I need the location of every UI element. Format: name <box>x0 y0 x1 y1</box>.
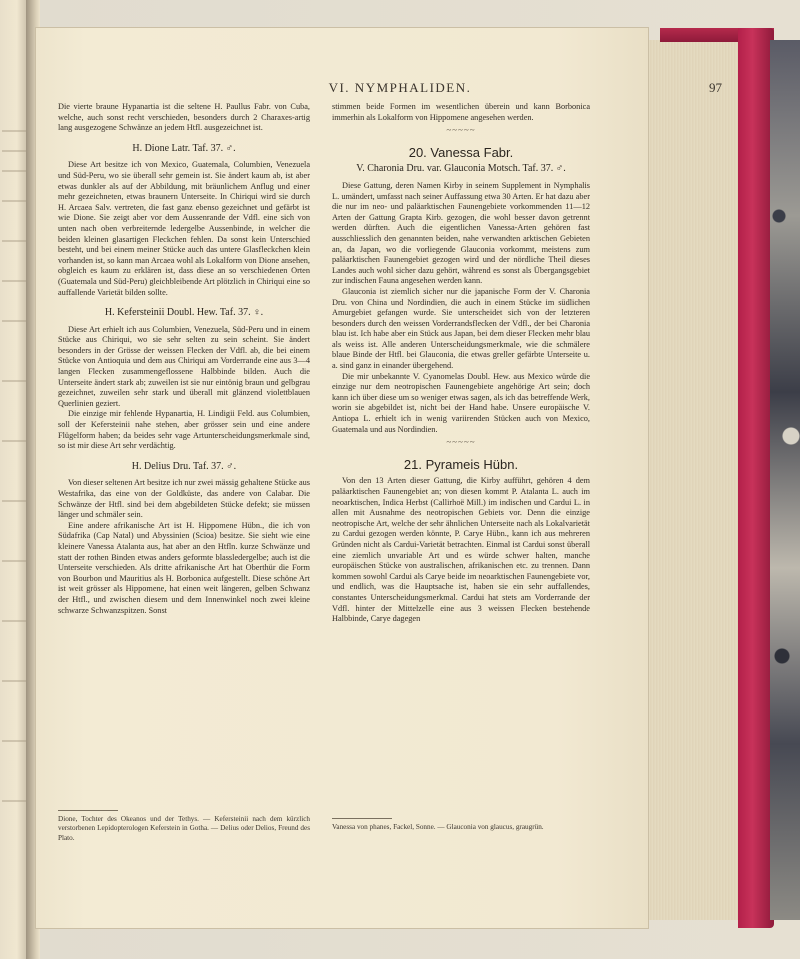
page-fore-edge <box>646 40 745 920</box>
section-21-title: 21. Pyrameis Hübn. <box>403 456 519 472</box>
intro-paragraph: Die vierte braune Hypanartia ist die seltene H. Paullus Fabr. von Cuba, welche, auch sonst recht verschieden, besonders durch 2 Charaxes-artig lang ausgezogene Schwänze an jedem Htfl. ausgezeichnet ist. <box>58 102 310 133</box>
page-number: 97 <box>709 80 722 95</box>
pyrameis-paragraph: Von den 13 Arten dieser Gattung, die Kirby aufführt, gehören 4 dem paläarktischen Faunengebiet an; von diesen kommt P. Atalanta L. auch im neoarktischen, Indica Herbst (Callirhoë Mill.) im indischen und Cardui L. in allen mit Ausnahme des neotropischen Gebiets vor. Denn die einzige neotropische Art, welche der sehr ähnlichen Unterseite nach als Lokalvarietät zu Cardui gezogen werden könnte, P. Carye Hübn., kann ich aus mehreren Gründen nicht als Cardui-Varietät betrachten. Einmal ist Cardui sonst überall eine ziemlich unvariable Art und es würde schwer halten, manche europäischen Stücke von australischen, afrikanischen etc. zu trennen. Dann kommen sowohl Cardui als Carye beide im neoarktischen Faunengebiete vor, und endlich, was die Hauptsache ist, haben sie ein sehr auffallendes, constantes Unterscheidungsmerkmal. Cardui hat stets am Vorderrande der Vdfl. hinter der Mittelzelle eine aus 3 weissen Flecken bestehende Halbbinde, Carye dagegen <box>332 476 590 624</box>
footnote-rule-right <box>332 818 392 819</box>
footnote-right: Vanessa von phanes, Fackel, Sonne. — Glauconia von glaucus, graugrün. <box>332 823 544 831</box>
kefersteinii-heading: H. Kefersteinii Doubl. Hew. Taf. 37. ♀. <box>104 307 264 319</box>
footnote-left: Dione, Tochter des Okeanos und der Tethys. — Kefersteinii nach dem kürzlich verstorbenen Lepidopterologen Keferstein in Gotha. — Delius oder Delios, Freund des Plato. <box>58 815 310 842</box>
ornament-divider-2: ~~~~~ <box>446 437 476 448</box>
lindigii-paragraph: Die einzige mir fehlende Hypanartia, H. Lindigii Feld. aus Columbien, soll der Kefersteinii nahe stehen, aber grösser sein und eine andere Flügelform haben; da beides sehr vage Artunterscheidungsmerkmale sind, so ist mir diese Art sehr verdächtig. <box>58 409 310 451</box>
delius-heading: H. Delius Dru. Taf. 37. ♂. <box>131 460 237 472</box>
hippomene-paragraph: Eine andere afrikanische Art ist H. Hippomene Hübn., die ich von Südafrika (Cap Natal) und Abyssinien (Scioa) besitze. Sie sieht wie eine kleinere Vanessa Atalanta aus, hat aber an den Htfln. kurze Schwänze und statt der rothen Binden etwas anders geformte blassledergelbe; auch ist die Unterseite verschieden. Als dritte afrikanische Art hat Oberthür die Form von Bourbon und Mauritius als H. Borbonica aufgestellt. Diese schöne Art ist weit grösser als Hippomene, hat einen weit längeren, gelben Schwanz der Htfl., und zwischen diesem und dem Innenwinkel noch zwei kleine schwarze Schwanzspitzen. Sonst <box>58 520 310 615</box>
continuation-paragraph: stimmen beide Formen im wesentlichen überein und kann Borbonica immerhin als Lokalform von Hippomene angesehen werden. <box>332 102 590 122</box>
kefersteinii-paragraph: Diese Art erhielt ich aus Columbien, Venezuela, Süd-Peru und in einem Stücke aus Chiriqui, wo sie sehr selten zu sein scheint. Sie ändert besonders in der Grösse der weissen Flecken der Vdfl. ab, die bei einem Stücke von Antioquia und dem aus Chiriqui am Vorderrande eine aus 3—4 langen Flecken zusammengeflossene Halbbinde bilden. Auch die Unterseite ändert stark ab; zuweilen ist sie nur eintönig braun und gelbgrau gezeichnet, zuweilen sehr stark und überall mit glänzend violettblauen Querlinien geziert. <box>58 324 310 408</box>
section-20-title: 20. Vanessa Fabr. <box>408 144 514 160</box>
facing-page-edge <box>0 0 28 959</box>
right-column <box>332 102 590 625</box>
dione-heading: H. Dione Latr. Taf. 37. ♂. <box>132 142 236 154</box>
marbled-endpaper <box>770 40 800 920</box>
ornament-divider: ~~~~~ <box>446 125 476 136</box>
footnote-rule-left <box>58 810 118 811</box>
delius-paragraph: Von dieser seltenen Art besitze ich nur zwei mässig gehaltene Stücke aus Westafrika, das eine von der Goldküste, das andere von Calabar. Die Schwänze der Htfl. sind bei dem abgebildeten Stücke defekt; sie müssen länger und schmäler sein. <box>58 478 310 520</box>
dione-paragraph: Diese Art besitze ich von Mexico, Guatemala, Columbien, Venezuela und Süd-Peru, wo sie überall sehr gemein ist. Sie ändert kaum ab, ist aber etwas dunkler als auf der Abbildung, mit bräunlichem Anflug und einer mehr gezeichneten, etwas braunern Unterseite. In Chiriqui wird sie durch H. Arcaea Salv. vertreten, die fast ganz ebenso gezeichnet und gefärbt ist wie Dione. Sie zeigt aber vor dem Aussenrande der Vdfl. eine sich von unten nach oben verbreiternde ledergelbe Aussenbinde, in welcher die beiden kleinen glasartigen Fleckchen fehlen. Da sonst kein Unterschied besteht, und bei einem meiner Stücke auch das untere Glasfleckchen klein vorhanden ist, so kann man Arcaea wohl als Lokalform von Dione ansehen, obgleich es kaum zu erklären ist, dass diese an so verschiedenen Orten (Guatemala und Süd-Peru) gleichbleibende Art plötzlich in Chiriqui eine so auffallende Varietät bilden sollte. <box>58 160 310 297</box>
charonia-paragraph: Diese Gattung, deren Namen Kirby in seinem Supplement in Nymphalis L. umändert, umfasst nach seiner Auffassung etwa 30 Arten. Er hat dazu aber die nur im neo- und paläarktischen Faunengebiete vorkommenden 11—12 Arten der Gattung Grapta Kirb. gezogen, die wohl besser davon getrennt werden dürften. Auch die eigentlichen Vanessa-Arten gehören fast ausschliesslich den genannten beiden, nahe verwandten arktischen Gebieten an, da Japan, wo die vorliegende Glauconia vorkommt, meistens zum paläarktischen Faunengebiet gezogen wird und der nördliche Theil dieses Landes auch wohl sicher dazu gehört, während es sonst als Übergangsgebiet zur indischen Fauna angesehen werden kann. <box>332 180 590 286</box>
left-column <box>58 102 310 616</box>
charonia-heading: V. Charonia Dru. var. Glauconia Motsch. Taf. 37. ♂. <box>356 163 566 175</box>
book-cover-spine <box>738 28 774 928</box>
cyanomelas-paragraph: Die mir unbekannte V. Cyanomelas Doubl. Hew. aus Mexico würde die einzige nur dem neotropischen Faunengebiete angehörige Art sein; doch kann ich über diese um so weniger etwas sagen, als ich das betreffende Werk, worin sie abgebildet ist, nicht bei der Hand habe. Unsere europäische V. Antiopa L. erhielt ich in wenig variirenden Stücken auch von Mexico, Guatemala und aus Nordindien. <box>332 371 590 434</box>
glauconia-paragraph: Glauconia ist ziemlich sicher nur die japanische Form der V. Charonia Dru. von China und Nordindien, die auch in einem Stücke im südlichen Amurgebiet gefangen wurde. Sie unterscheidet sich von der letzteren besonders durch den weissen Vorderrandsflecken der Vdfl., der bei Charonia blau ist. Ich habe aber ein Stück aus Japan, bei dem dieser Flecken mehr blau als weiss ist. Alle anderen Unterscheidungsmerkmale, wie die schmälere blaue Binde der Htfl. bei Glauconia, die etwas greller gefärbte Unterseite u. a. sind ganz in einander übergehend. <box>332 286 590 371</box>
running-head: VI. NYMPHALIDEN. <box>328 80 472 95</box>
